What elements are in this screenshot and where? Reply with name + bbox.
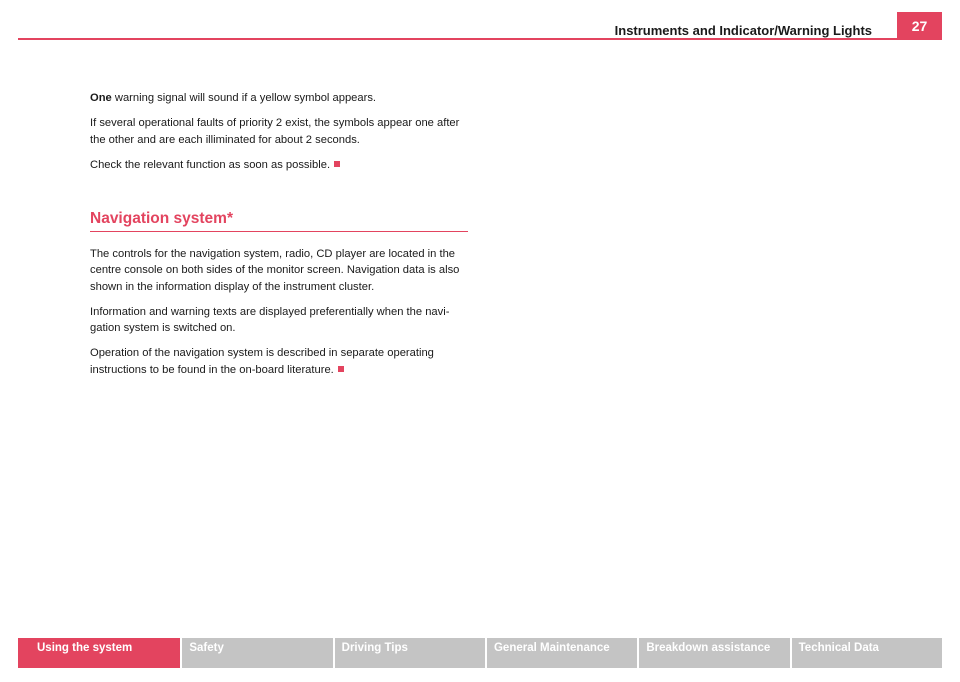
paragraph-navigation-operation	[90, 345, 468, 378]
page-number-badge	[897, 12, 942, 40]
header-rule	[18, 38, 942, 40]
paragraph-text: Check the relevant function as soon as possible.	[90, 158, 331, 171]
section-heading-navigation: Navigation system*	[90, 211, 468, 232]
page-number: 27	[911, 18, 928, 34]
paragraph-text: warning signal will sound if a yellow symbol appears.	[111, 92, 377, 104]
footer-nav	[18, 638, 942, 668]
footer-tab-breakdown-assistance[interactable]: Breakdown assistance	[639, 638, 789, 668]
footer-tab-driving-tips[interactable]: Driving Tips	[335, 638, 485, 668]
paragraph-check-function	[90, 157, 468, 174]
end-of-section-marker	[334, 161, 340, 167]
page-header-title: Instruments and Indicator/Warning Lights	[614, 23, 872, 38]
bold-lead-word: One	[90, 92, 112, 104]
main-content	[90, 90, 468, 387]
footer-tab-general-maintenance[interactable]: General Maintenance	[487, 638, 637, 668]
footer-tab-technical-data[interactable]: Technical Data	[792, 638, 942, 668]
footer-tab-using-the-system[interactable]: Using the system	[18, 638, 180, 668]
paragraph-navigation-texts: Information and warning texts are displayed preferentially when the navi-gation system is switched on.	[90, 305, 450, 334]
end-of-section-marker	[338, 366, 344, 372]
paragraph-text: Operation of the navigation system is described in separate operating instructions to be found in the on-board literature.	[90, 347, 434, 376]
footer-tab-safety[interactable]: Safety	[182, 638, 332, 668]
paragraph-warning-signal	[90, 90, 468, 107]
paragraph-navigation-controls: The controls for the navigation system, radio, CD player are located in the centre console on both sides of the monitor screen. Navigation data is also shown in the information display of the instrument cluster.	[90, 247, 460, 293]
paragraph-priority-faults: If several operational faults of priority 2 exist, the symbols appear one after the other and are each illiminated for about 2 seconds.	[90, 117, 460, 146]
